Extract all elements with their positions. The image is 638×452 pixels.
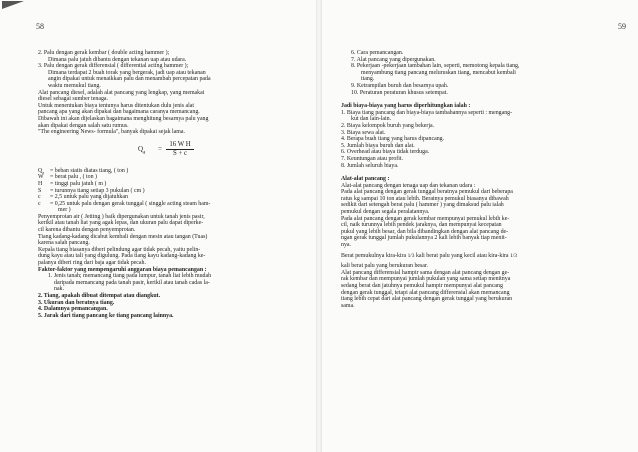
formula-denominator: S + c bbox=[172, 149, 188, 157]
paragraph: dung kayu atau tali yang digulung. Pada tiang kayu kadang-kadang ke- bbox=[38, 253, 206, 260]
page-number-right: 59 bbox=[618, 22, 626, 31]
right-page bbox=[319, 0, 638, 452]
paragraph: tiang lebih cepat dari alat pancang dengan gerak tunggal yang berukuran bbox=[341, 296, 513, 303]
paragraph: Kepala tiang biasanya diberi pelindung agar tidak pecah, yaitu pelin- bbox=[38, 246, 201, 253]
fraction-one-third: 1/3 bbox=[407, 252, 415, 259]
list-item: 6. Overhead atau biaya tidak terduga. bbox=[341, 149, 430, 156]
list-item: 1. Biaya tiang pancang dan biaya-biaya tambahannya seperti : mengang- bbox=[341, 109, 513, 116]
list-item: 3. Ukuran dan beratnya tiang. bbox=[38, 299, 115, 306]
section-heading: Faktor-faktor yang mempengaruhi anggaran biaya pemancangan : bbox=[38, 266, 207, 273]
list-item-cont: daripada memancang pada tanah pasir, kerikil atau tanah cadas la- bbox=[54, 279, 210, 286]
list-item: 6. Cara pemancangan. bbox=[351, 50, 404, 56]
paragraph: karena salah pancang. bbox=[38, 240, 90, 247]
definition-row-cont: mer ) bbox=[58, 207, 71, 214]
paragraph: ratus kg sampai 10 ton atau lebih. Beratnya pemukul biasanya dibawah bbox=[341, 195, 509, 202]
list-item-cont: tiang. bbox=[361, 76, 375, 83]
paragraph: diesel sebagai sumber tenaga. bbox=[38, 96, 109, 103]
paragraph: pemukul dengan segala peralatannya. bbox=[341, 209, 430, 216]
list-item: 4. Dalamnya pemancangan. bbox=[38, 306, 108, 313]
list-item: 2. Tiang, apakah dibuat ditempat atau diangkut. bbox=[38, 293, 161, 299]
paragraph: Berat pemukulnya kira-kira 1/3 kali berat palu yang kecil atau kira-kira 1/3 bbox=[341, 252, 517, 259]
paragraph: Dibawah ini akan dijelaskan bagaimana menghitung besarnya palu yang bbox=[38, 115, 209, 122]
paragraph: akan dipakai dengan salah satu rumus. bbox=[38, 122, 129, 129]
paragraph: Alat-alat pancang dengan tenaga uap dan tekanan udara : bbox=[341, 182, 476, 189]
paragraph: Tiang kadang-kadang dicabut kembali dengan mesin atau tangan (Tuas) bbox=[38, 233, 208, 240]
list-item: 1. Jenis tanah; memancang tiang pada lumpur, tanah liat lebih mudah bbox=[48, 273, 212, 280]
list-item: 5. Jumlah biaya buruh dan alat. bbox=[341, 142, 415, 149]
list-item-cont: kut dan lain-lain. bbox=[351, 116, 392, 123]
list-item-cont: Dimana terdapat 2 buah torak yang bergerak, jadi uap atau tekanan bbox=[48, 69, 206, 76]
list-item: 2. Biaya kelompok buruh yang bekerja. bbox=[341, 122, 435, 129]
formula-fraction bbox=[166, 141, 194, 158]
paragraph: rak kembar dan mempunyai jumlah pukulan yang sama setiap menitnya bbox=[341, 276, 511, 283]
paragraph: pukul yang lebih besar, dan bila dibandingkan dengan alat pancang de- bbox=[341, 228, 509, 235]
paragraph: cil, naik turunnya lebih pendek jaraknya, dan mempunyai kecepatan bbox=[341, 222, 502, 229]
list-item: 5. Jarak dari tiang pancang ke tiang pancang lainnya. bbox=[38, 312, 174, 319]
paragraph: kerikil atau tanah liat yang agak lepas, dan ukuran palu dapat diperke- bbox=[38, 220, 204, 227]
list-item: 8. Pekerjaan -pekerjaan tambahan lain, seperti, memotong kepala tiang, bbox=[351, 63, 520, 70]
left-page-text bbox=[38, 50, 300, 319]
paragraph: sedang berat dan jatuhnya pemukul hampir mempunyai alat pancang bbox=[341, 283, 503, 289]
list-item: 3. Palu dengan gerak differensial ( differential acting hammer ); bbox=[38, 63, 189, 70]
formula-numerator: 16 W H bbox=[166, 141, 194, 150]
formula-lhs: $Q_a$ bbox=[138, 144, 146, 156]
paragraph: Pada alat pancang dengan gerak tunggal beratnya pemukul dari beberapa bbox=[341, 189, 513, 196]
fraction-one-third: 1/3 bbox=[510, 252, 517, 259]
list-item: 4. Berapa buah tiang yang harus dipancang. bbox=[341, 136, 445, 143]
list-item-cont: angin dipakai untuk menaikkan palu dan menambah percepatan pada bbox=[48, 76, 211, 83]
definition-row: W = berat palu , ( ton ) bbox=[38, 174, 97, 181]
paragraph: dengan gerak tunggal, tetapi alat pancang differensial akan memancang bbox=[341, 289, 510, 296]
definition-row: c = 2,5 untuk palu yang dijatuhkan bbox=[38, 194, 128, 201]
paragraph: Alat pancang diesel, adalah alat pancang yang lengkap, yang memakai bbox=[38, 89, 205, 96]
list-item-cont: nak. bbox=[54, 286, 64, 293]
paragraph: Untuk menentukan biaya tentunya harus ditentukan dulu jenis alat bbox=[38, 102, 195, 109]
definition-row: S = turunnya tiang setiap 3 pukulan ( cm ) bbox=[38, 187, 145, 194]
paragraph: sama. bbox=[341, 302, 355, 309]
list-item: 7. Alat pancang yang dipergunakan. bbox=[351, 56, 436, 63]
list-item: 9. Ketrampilan buruh dan besarnya upah. bbox=[351, 82, 449, 89]
list-item-cont: waktu memukul tiang. bbox=[48, 82, 101, 89]
page-number-left: 58 bbox=[36, 22, 44, 31]
list-item: 3. Biaya sewa alat. bbox=[341, 129, 386, 136]
paragraph: "The engineering News- formula", banyak dipakai sejak lama. bbox=[38, 129, 185, 136]
list-item: 8. Jumlah seluruh biaya. bbox=[341, 162, 399, 169]
paragraph: nya. bbox=[341, 242, 351, 249]
definition-row: $Q_a$ = beban statis diatas tiang, ( ton ) bbox=[38, 167, 129, 175]
paragraph: ngan gerak tunggal jumlah pukulannya 2 kali lebih banyak tiap menit- bbox=[341, 235, 507, 242]
list-item: 2. Palu dengan gerak kembar ( double acting hammer ); bbox=[38, 50, 170, 56]
paragraph: Alat pancang differensial hampir sama dengan alat pancang dengan ge- bbox=[341, 269, 510, 276]
list-item-cont: menyambung tiang pancang meluruskan tiang, mencabut kembali bbox=[361, 69, 516, 76]
list-item: 10. Peraturan peraturan khusus setempat. bbox=[351, 89, 448, 96]
list-item-cont: Dimana palu jatuh dibantu dengan tekanan uap atau udara. bbox=[48, 56, 187, 63]
paragraph: kali berat palu yang berukuran besar. bbox=[341, 263, 429, 270]
engineering-news-formula bbox=[38, 138, 300, 164]
list-item: 7. Keuntungan atau profit. bbox=[341, 155, 403, 162]
paragraph: pancang apa yang akan dipakai dan bagaimana caranya memancang. bbox=[38, 109, 200, 116]
definition-row: H = tinggi palu jatuh ( m ) bbox=[38, 180, 107, 187]
section-heading: Alat-alat pancang : bbox=[341, 176, 390, 183]
paragraph: palanya diberi ring dari baja agar tidak pecah. bbox=[38, 260, 146, 267]
right-page-text bbox=[341, 50, 615, 309]
definition-row: c = 0,25 untuk palu dengan gerak tunggal ( singgle acting steam ham- bbox=[38, 200, 211, 207]
section-heading: Jadi biaya-biaya yang harus diperhitungkan ialah : bbox=[341, 103, 471, 110]
paragraph: Penyemprotan air ( Jetting ) baik dipergunakan untuk tanah jenis pasir, bbox=[38, 213, 205, 220]
paragraph: Pada alat pancang dengan gerak kembar mempunyai pemukul lebih ke- bbox=[341, 215, 510, 222]
paragraph: cil karena dibantu dengan penyemprotan. bbox=[38, 227, 136, 234]
paragraph: sedikit dari setengah berat palu ( hammer ) yang dimaksud palu ialah bbox=[341, 202, 504, 209]
formula-equals: = bbox=[158, 144, 162, 153]
